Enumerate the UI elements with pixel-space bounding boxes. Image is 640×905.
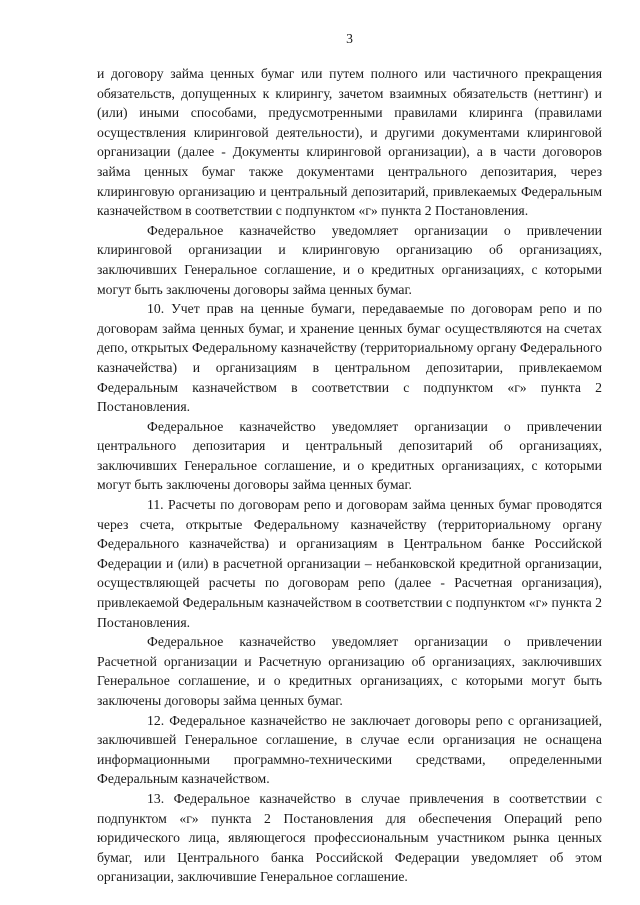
paragraph: 11. Расчеты по договорам репо и договорам займа ценных бумаг проводятся через счета, открытые Федеральному казначейству (территориальному органу Федерального казначейства) и организациям в Центральном банке Российской Федерации и (или) в расчетной организации – небанковской кредитной организации, осуществляющей расчеты по договорам репо (далее - Расчетная организация), привлекаемой Федеральным казначейством в соответствии с подпунктом «г» пункта 2 Постановления. <box>97 497 602 630</box>
paragraph: Федеральное казначейство уведомляет организации о привлечении Расчетной организации и Расчетную организацию об организациях, заключивших Генеральное соглашение, и о кредитных организациях, с которыми могут быть заключены договоры займа ценных бумаг. <box>97 634 602 708</box>
paragraph: 10. Учет прав на ценные бумаги, передаваемые по договорам репо и по договорам займа ценных бумаг, и хранение ценных бумаг осуществляются на счетах депо, открытых Федеральному казначейству (территориальному органу Федерального казначейства) и организациям в центральном депозитарии, привлекаемом Федеральным казначейством в соответствии с подпунктом «г» пункта 2 Постановления. <box>97 301 602 415</box>
page-number: 3 <box>346 31 353 46</box>
document-body <box>97 64 602 887</box>
paragraph: и договору займа ценных бумаг или путем полного или частичного прекращения обязательств, допущенных к клирингу, зачетом взаимных обязательств (неттинг) и (или) иными способами, предусмотренными правилами клиринга (правилами осуществления клиринговой деятельности), и другими документами клиринговой организации (далее - Документы клиринговой организации), а в части договоров займа ценных бумаг также документами центрального депозитария, через клиринговую организацию и центральный депозитарий, привлекаемых Федеральным казначейством в соответствии с подпунктом «г» пункта 2 Постановления. <box>97 66 602 219</box>
paragraph: Федеральное казначейство уведомляет организации о привлечении центрального депозитария и центральный депозитарий об организациях, заключивших Генеральное соглашение, и о кредитных организациях, с которыми могут быть заключены договоры займа ценных бумаг. <box>97 418 602 493</box>
paragraph: 13. Федеральное казначейство в случае привлечения в соответствии с подпунктом «г» пункта 2 Постановления для обеспечения Операций репо юридического лица, являющегося профессиональным участником рынка ценных бумаг, или Центрального банка Российской Федерации уведомляет об этом организации, заключившие Генеральное соглашение. <box>97 790 602 885</box>
paragraph: 12. Федеральное казначейство не заключает договоры репо с организацией, заключившей Генеральное соглашение, в случае если организация не оснащена информационными программно-техническими средствами, определенными Федеральным казначейством. <box>97 712 602 787</box>
paragraph: Федеральное казначейство уведомляет организации о привлечении клиринговой организации и клиринговую организацию об организациях, заключивших Генеральное соглашение, и о кредитных организациях, с которыми могут быть заключены договоры займа ценных бумаг. <box>97 222 602 297</box>
